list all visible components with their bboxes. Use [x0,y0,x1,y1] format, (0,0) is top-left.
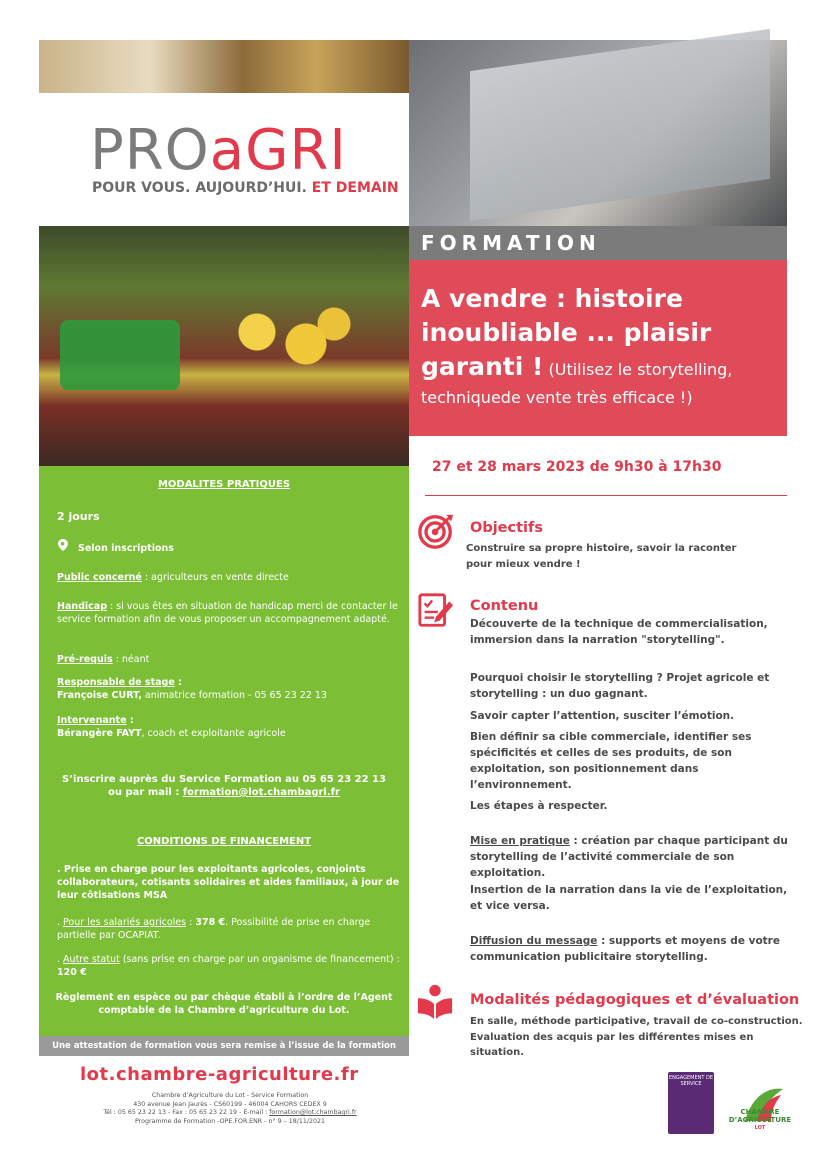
contenu-p2: Savoir capter l’attention, susciter l’émotion. [470,710,735,722]
date-divider [425,495,787,496]
lemons-shape [215,300,355,380]
contenu-intro: Découverte de la technique de commercialisation, immersion dans la narration "storytelling". [470,618,768,646]
title-block [409,260,787,436]
inscription-email-link[interactable]: formation@lot.chambagri.fr [182,787,340,798]
proagri-logo: PROaGRI [90,118,347,183]
reglement-text: Règlement en espèce ou par chèque établi à l’ordre de l’Agent comptable de la Chambre d’agriculture du Lot. [55,992,393,1016]
financement-item-3: . Autre statut (sans prise en charge par un organisme de financement) : 120 € [57,954,400,978]
title-main: A vendre : histoire inoubliable ... plaisir garanti ! [421,284,712,381]
pedagogie-text-2: Evaluation des acquis par les différentes mises en situation. [470,1032,754,1058]
objectifs-text: Construire sa propre histoire, savoir la raconter pour mieux vendre ! [466,543,737,570]
green-crate-shape [60,320,180,390]
public-line: Public concerné : agriculteurs en vente directe [57,572,289,583]
pedagogie-text-1: En salle, méthode participative, travail de co-construction. [470,1016,803,1027]
contenu-diffusion: Diffusion du message : supports et moyens de votre communication publicitaire storytelling. [470,935,780,963]
responsable-line: Responsable de stage : Françoise CURT, animatrice formation - 05 65 23 22 13 [57,677,327,701]
location: Selon inscriptions [78,543,174,554]
contenu-p3: Bien définir sa cible commerciale, identifier ses spécificités et celles de ses produits, de son exploitation, son positionnement dans l’environnement. [470,731,752,791]
proagri-tagline: POUR VOUS. AUJOURD’HUI. ET DEMAIN [92,180,399,196]
contenu-insertion: Insertion de la narration dans la vie de l’exploitation, et vice versa. [470,884,788,912]
formation-label: FORMATION [409,226,787,260]
prerequis-line: Pré-requis : néant [57,654,150,665]
location-pin-icon [58,539,68,551]
checklist-icon [417,592,455,630]
book-reader-icon [416,983,454,1021]
address-block: Chambre d’Agriculture du Lot - Service Formation 430 avenue Jean Jaurès - CS60199 - 46004 CAHORS CEDEX 9 Tél : 05 65 23 22 13 - Fax : 05 65 23 22 19 - E-mail : formation@lot.chambagri.fr Programme de Formation -OPE.FOR.ENR - n° 9 – 18/11/2021 [103,1092,357,1125]
modalites-heading: MODALITES PRATIQUES [157,479,291,490]
pedagogie-title: Modalités pédagogiques et d’évaluation [470,992,800,1008]
financement-item-2: . Pour les salariés agricoles : 378 €. Possibilité de prise en charge partielle par OCAPIAT. [57,917,371,941]
handicap-line: Handicap : si vous êtes en situation de handicap merci de contacter le service formation afin de vous proposer un accompagnement adapté. [57,601,398,625]
website-link[interactable]: lot.chambre-agriculture.fr [80,1064,359,1085]
afnor-label: ENGAGEMENT DE SERVICE [668,1075,713,1087]
modalites-panel [39,466,409,1036]
cheese-photo [39,40,409,93]
footer-email-link[interactable]: formation@lot.chambagri.fr [269,1109,357,1116]
contenu-p1: Pourquoi choisir le storytelling ? Projet agricole et storytelling : un duo gagnant. [470,672,770,700]
financement-item-1: . Prise en charge pour les exploitants agricoles, conjoints collaborateurs, cotisants solidaires et aides familiaux, à jour de leur côtisations MSA [57,864,400,901]
contenu-title: Contenu [470,598,539,614]
attestation-bar: Une attestation de formation vous sera remise à l’issue de la formation [39,1036,409,1056]
inscription-block: S’inscrire auprès du Service Formation au 05 65 23 22 13 ou par mail : formation@lot.chambagri.fr [62,774,386,798]
target-icon [417,512,455,550]
contenu-p4: Les étapes à respecter. [470,800,608,812]
contenu-mise-en-pratique: Mise en pratique : création par chaque participant du storytelling de l’activité commerciale de son exploitation. [470,835,788,879]
chambre-agriculture-label: CHAMBRE D’AGRICULTURE LOT [728,1108,792,1131]
intervenante-line: Intervenante : Bérangère FAYT, coach et exploitante agricole [57,715,286,739]
training-date: 27 et 28 mars 2023 de 9h30 à 17h30 [432,459,722,475]
objectifs-title: Objectifs [470,520,543,536]
financement-heading: CONDITIONS DE FINANCEMENT [136,836,312,847]
duration: 2 jours [57,510,100,523]
title-sub: (Utilisez le storytelling, techniquede vente très efficace !) [421,360,733,407]
